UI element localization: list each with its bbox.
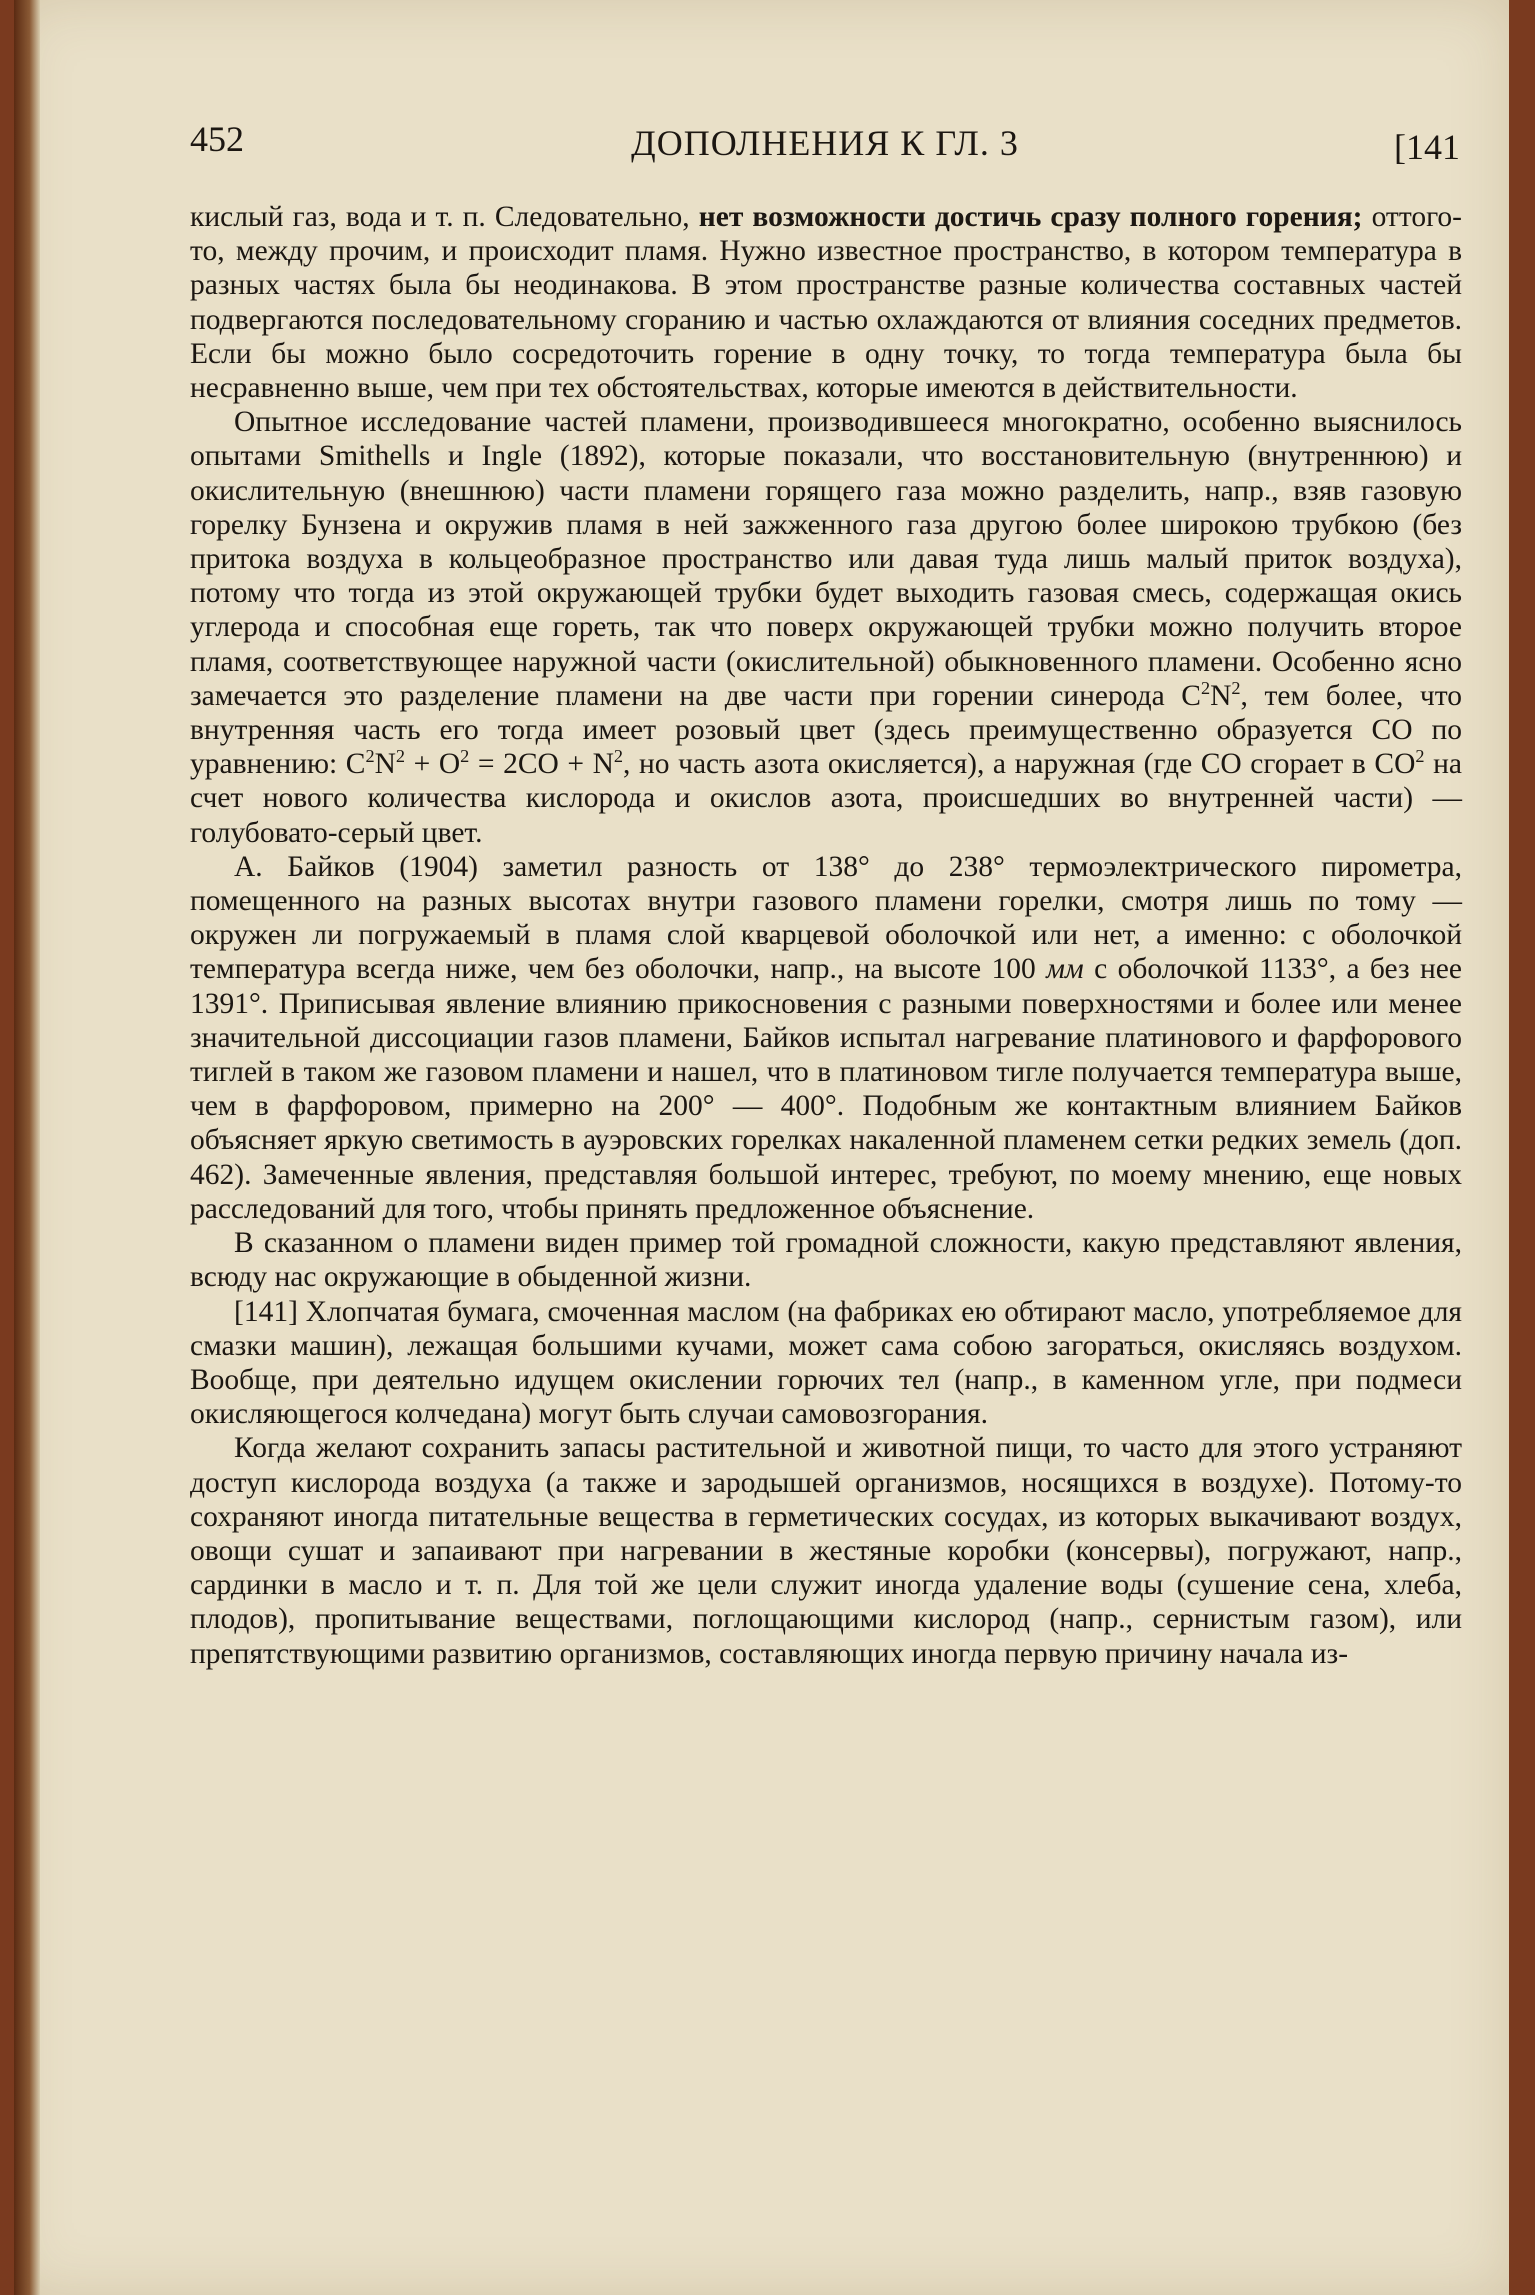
- p2-sup-4: 2: [395, 746, 406, 767]
- paragraph-6: Когда желают сохранить запасы растительной и животной пищи, то часто для этого устраняют доступ кислорода воздуха (а также и зародышей организмов, носящихся в воздухе). Потому-то сохраняют иногда питательные вещества в герметических сосудах, из которых выкачивают воздух, овощи сушат и запаивают при нагревании в жестяные коробки (консервы), погружают, напр., сардинки в масло и т. п. Для той же цели служит иногда удаление воды (сушение сена, хлеба, плодов), пропитывание веществами, поглощающими кислород (напр., сернистым газом), или препятствующими развитию организмов, составляющих иногда первую причину начала из-: [190, 1432, 1462, 1670]
- p1-text-a: кислый газ, вода и т. п. Следовательно,: [190, 201, 699, 233]
- book-spine: [14, 0, 40, 2295]
- p2-text-d: N: [374, 748, 396, 781]
- p2-text-h: на счет нового количества кислорода и окислов азота, происшедших во внутренней части) — голубовато-серый цвет.: [190, 748, 1462, 849]
- p2-sup-2: 2: [1231, 678, 1241, 699]
- p3-unit: мм: [1046, 953, 1084, 986]
- body-text: [190, 200, 1462, 1671]
- p2-text-f: = 2CO + N: [469, 748, 614, 781]
- p2-sup-3: 2: [365, 746, 375, 767]
- p2-text-a: Опытное исследование частей пламени, производившееся многократно, особенно выяснилось опытами Smithells и Ingle (1892), которые показали, что восстановительную (внутреннюю) и окислительную (внешнюю) части пламени горящего газа можно разделить, напр., взяв газовую горелку Бунзена и окружив пламя в ней зажженного газа другою более широкою трубкою (без притока воздуха в кольцеобразное пространство или давая туда лишь малый приток воздуха), потому что тогда из этой окружающей трубки будет выходить газовая смесь, содержащая окись углерода и способная еще гореть, так что поверх окружающей трубки можно получить второе пламя, соответствующее наружной части (окислительной) обыкновенного пламени. Особенно ясно замечается это разделение пламени на две части при горении синерода C: [190, 406, 1462, 712]
- p2-text-g: , но часть азота окисляется), а наружная (где CO сгорает в CO: [623, 748, 1416, 781]
- paragraph-4: В сказанном о пламени виден пример той громадной сложности, какую представляют явления, всюду нас окружающие в обыденной жизни.: [190, 1227, 1462, 1294]
- paragraph-3: [190, 850, 1462, 1226]
- p3-text-a: А. Байков (1904) заметил разность от 138° до 238° термоэлектрического пирометра, помещенного на разных высотах внутри газового пламени горелки, смотря лишь по тому — окружен ли погружаемый в пламя слой кварцевой оболочкой или нет, а именно: с оболочкой температура всегда ниже, чем без оболочки, напр., на высоте 100: [190, 850, 1462, 986]
- paragraph-1: [190, 200, 1462, 405]
- section-reference: [141: [1394, 127, 1460, 167]
- paragraph-5: [141] Хлопчатая бумага, смоченная маслом (на фабриках ею обтирают масло, употребляемое для смазки машин), лежащая большими кучами, может сама собою загораться, окисляясь воздухом. Вообще, при деятельно идущем окислении горючих тел (напр., в каменном угле, при подмеси окисляющегося колчедана) могут быть случаи самовозгорания.: [190, 1295, 1462, 1431]
- page-header: [190, 118, 1460, 178]
- p1-text-b: оттого-то, между прочим, и происходит пламя. Нужно известное пространство, в котором температура в разных частях была бы неодинакова. В этом пространстве разные количества составных частей подвергаются последовательному сгоранию и частью охлаждаются от влияния соседних предметов. Если бы можно было сосредоточить горение в одну точку, то тогда температура была бы несравненно выше, чем при тех обстоятельствах, которые имеются в действительности.: [190, 201, 1463, 405]
- page-number: 452: [190, 119, 244, 159]
- p2-text-e: + O: [405, 748, 461, 781]
- running-title: ДОПОЛНЕНИЯ К ГЛ. 3: [631, 123, 1019, 163]
- p2-sup-1: 2: [1200, 678, 1211, 699]
- p2-sup-7: 2: [1415, 746, 1425, 767]
- p2-text-c: , тем более, что внутренняя часть его тогда имеет розовый цвет (здесь преимущественно образуется CO по уравнению: C: [190, 679, 1462, 781]
- p3-text-b: с оболочкой 1133°, а без нее 1391°. Приписывая явление влиянию прикосновения с разными поверхностями и более или менее значительной диссоциации газов пламени, Байков испытал нагревание платинового и фарфорового тиглей в таком же газовом пламени и нашел, что в платиновом тигле получается температура выше, чем в фарфоровом, примерно на 200° — 400°. Подобным же контактным влиянием Байков объясняет яркую светимость в ауэровских горелках накаленной пламенем сетки редких земель (доп. 462). Замеченные явления, представляя большой интерес, требуют, по моему мнению, еще новых расследований для того, чтобы принять предложенное объяснение.: [190, 953, 1462, 1225]
- paragraph-2: [190, 405, 1462, 850]
- p1-bold-statement: нет возможности достичь сразу полного горения;: [698, 201, 1363, 233]
- p2-sup-5: 2: [460, 746, 470, 767]
- p2-text-b: N: [1210, 679, 1232, 712]
- p2-sup-6: 2: [613, 746, 624, 767]
